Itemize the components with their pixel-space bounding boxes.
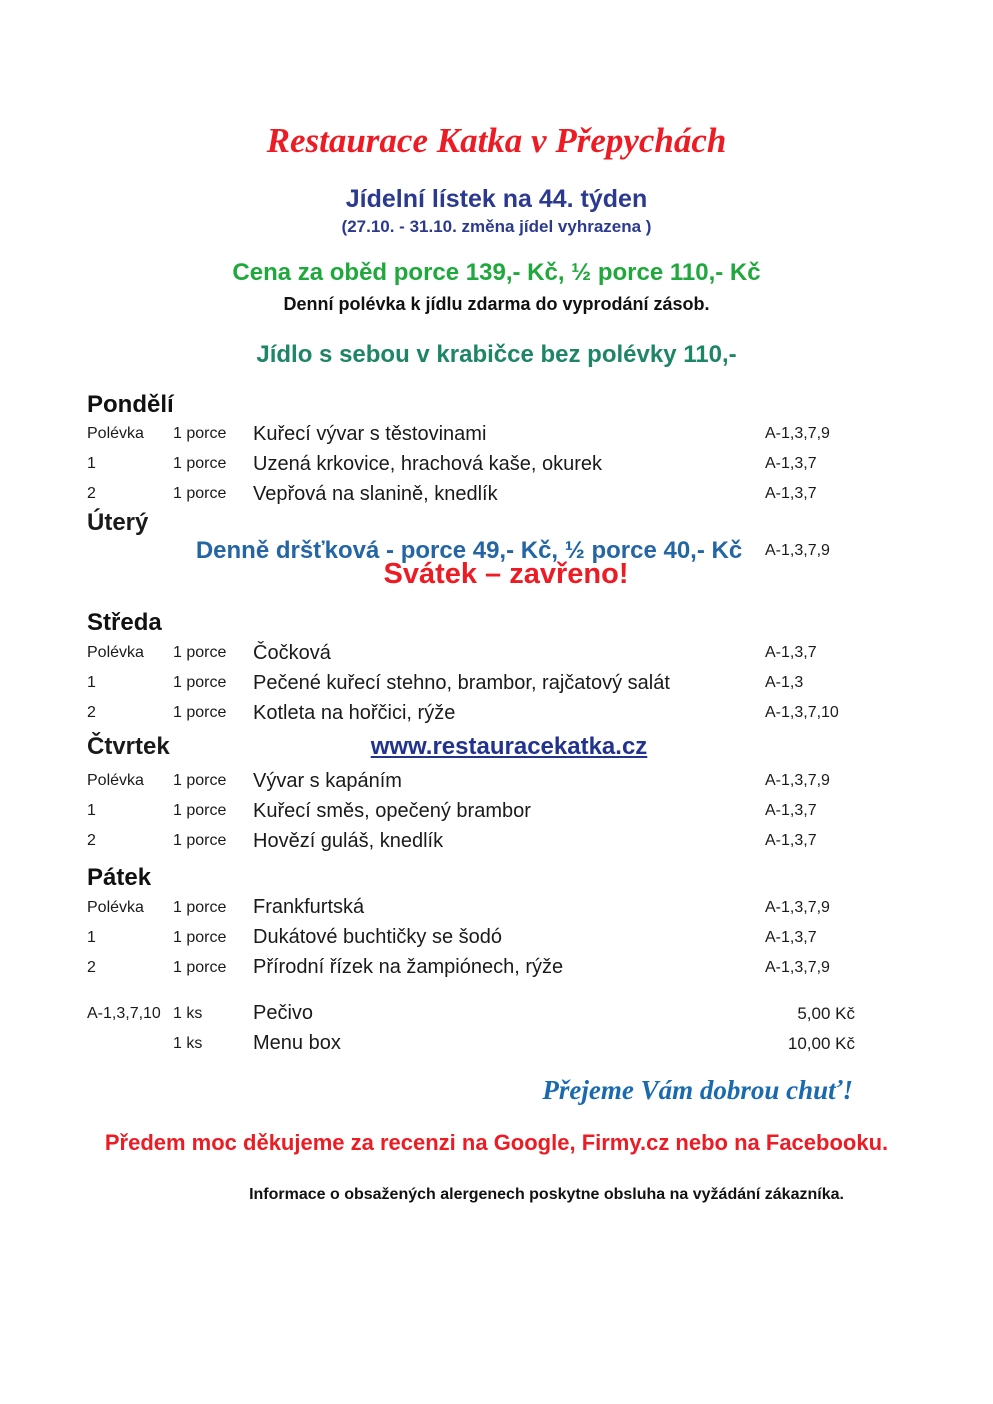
day-heading-tuesday: Úterý — [87, 509, 149, 537]
row-label: 2 — [87, 958, 96, 976]
row-portion: 1 porce — [173, 485, 227, 503]
day-heading-monday: Pondělí — [87, 390, 174, 418]
row-quantity: 1 ks — [173, 1034, 203, 1052]
allergen-info-line: Informace o obsažených alergenech poskytne obsluha na vyžádání zákazníka. — [249, 1185, 844, 1203]
row-portion: 1 porce — [173, 455, 227, 473]
row-portion: 1 porce — [173, 802, 227, 820]
row-dish: Pečené kuřecí stehno, brambor, rajčatový salát — [253, 671, 670, 694]
review-request-line: Předem moc děkujeme za recenzi na Google, Firmy.cz nebo na Facebooku. — [104, 1129, 889, 1155]
row-dish: Kuřecí vývar s těstovinami — [253, 422, 487, 445]
row-portion: 1 porce — [173, 898, 227, 916]
row-allergens: A-1,3,7,9 — [765, 772, 830, 790]
row-dish: Kuřecí směs, opečený brambor — [253, 799, 531, 822]
row-allergens: A-1,3,7 — [765, 802, 817, 820]
extras-section — [87, 999, 925, 1059]
day-heading-friday: Pátek — [87, 864, 152, 892]
row-portion: 1 porce — [173, 644, 227, 662]
row-allergens: A-1,3,7 — [765, 644, 817, 662]
row-dish: Čočková — [253, 641, 331, 664]
row-label: 2 — [87, 704, 96, 722]
row-allergens: A-1,3,7,9 — [765, 898, 830, 916]
day-heading-thursday-row — [87, 728, 925, 766]
row-allergens: A-1,3,7 — [765, 928, 817, 946]
menu-row — [87, 668, 925, 698]
row-item: Menu box — [253, 1032, 341, 1055]
holiday-closed-notice: Svátek – zavřeno! — [383, 558, 629, 591]
menu-row — [87, 796, 925, 826]
row-label: 1 — [87, 455, 96, 473]
row-allergens: A-1,3,7,9 — [765, 542, 830, 560]
day-heading-wednesday: Středa — [87, 609, 162, 637]
date-range-note: (27.10. - 31.10. změna jídel vyhrazena ) — [341, 216, 652, 236]
row-dish: Kotleta na hořčici, rýže — [253, 701, 456, 724]
item-price: 5,00 Kč — [797, 1003, 855, 1023]
lunch-price-line: Cena za oběd porce 139,- Kč, ½ porce 110,- Kč — [232, 258, 761, 286]
row-item: Pečivo — [253, 1002, 314, 1025]
menu-row — [87, 449, 925, 479]
row-allergens: A-1,3,7 — [765, 485, 817, 503]
row-dish: Přírodní řízek na žampiónech, rýže — [253, 956, 564, 979]
free-soup-note: Denní polévka k jídlu zdarma do vyprodání zásob. — [283, 293, 710, 314]
menu-row — [87, 479, 925, 509]
row-dish: Vepřová na slanině, knedlík — [253, 482, 498, 505]
row-portion: 1 porce — [173, 832, 227, 850]
row-portion: 1 porce — [173, 928, 227, 946]
row-label: 2 — [87, 832, 96, 850]
row-portion: 1 porce — [173, 704, 227, 722]
menu-row — [87, 923, 925, 953]
row-allergens: A-1,3,7,9 — [765, 958, 830, 976]
extras-row — [87, 1029, 925, 1059]
row-portion: 1 porce — [173, 674, 227, 692]
row-allergens: A-1,3,7,10 — [765, 704, 839, 722]
row-allergens: A-1,3,7,10 — [87, 1004, 161, 1022]
weekly-menu — [87, 391, 925, 1059]
row-portion: 1 porce — [173, 958, 227, 976]
menu-week-title: Jídelní lístek na 44. týden — [345, 184, 648, 213]
row-dish: Hovězí guláš, knedlík — [253, 829, 444, 852]
row-label: 1 — [87, 802, 96, 820]
menu-row — [87, 698, 925, 728]
menu-row — [87, 766, 925, 796]
row-label: 2 — [87, 485, 96, 503]
row-dish: Uzená krkovice, hrachová kaše, okurek — [253, 452, 603, 475]
row-label: Polévka — [87, 425, 144, 443]
row-label: 1 — [87, 928, 96, 946]
item-price: 10,00 Kč — [787, 1033, 855, 1053]
tuesday-special-note: Denně dršťková - porce 49,- Kč, ½ porce 40,- Kč — [195, 537, 743, 565]
day-heading-tuesday-row — [87, 509, 925, 565]
row-allergens: A-1,3 — [765, 674, 804, 692]
bon-appetit-line: Přejeme Vám dobrou chuť! — [542, 1074, 853, 1105]
takeaway-price-line: Jídlo s sebou v krabičce bez polévky 110,- — [256, 340, 737, 368]
row-quantity: 1 ks — [173, 1004, 203, 1022]
row-label: 1 — [87, 674, 96, 692]
page-title: Restaurace Katka v Přepychách — [266, 121, 727, 160]
row-label: Polévka — [87, 772, 144, 790]
row-allergens: A-1,3,7,9 — [765, 425, 830, 443]
row-label: Polévka — [87, 898, 144, 916]
row-dish: Vývar s kapáním — [253, 769, 402, 792]
menu-row — [87, 953, 925, 983]
menu-row — [87, 638, 925, 668]
website-link-wrapper — [253, 733, 765, 761]
day-heading-thursday: Čtvrtek — [87, 733, 170, 761]
row-label: Polévka — [87, 644, 144, 662]
row-dish: Frankfurtská — [253, 896, 365, 919]
website-link[interactable]: www.restauracekatka.cz — [370, 733, 648, 761]
extras-row — [87, 999, 925, 1029]
row-portion: 1 porce — [173, 425, 227, 443]
row-allergens: A-1,3,7 — [765, 455, 817, 473]
row-portion: 1 porce — [173, 772, 227, 790]
row-allergens: A-1,3,7 — [765, 832, 817, 850]
menu-row — [87, 893, 925, 923]
menu-row — [87, 419, 925, 449]
row-dish: Dukátové buchtičky se šodó — [253, 926, 503, 949]
menu-row — [87, 826, 925, 856]
